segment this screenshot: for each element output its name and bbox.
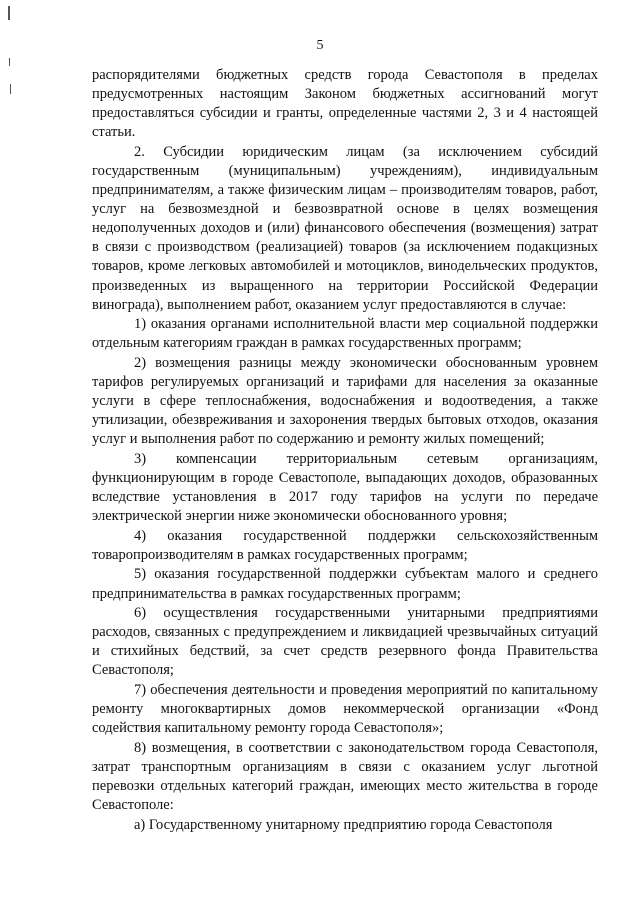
list-item-7: 7) обеспечения деятельности и проведения мероприятий по капитальному ремонту многоквартирных домов некоммерческой организации «Фонд содействия капитальному ремонту города Севастополя»; xyxy=(92,682,598,737)
list-item-1: 1) оказания органами исполнительной власти мер социальной поддержки отдельным категориям граждан в рамках государственных программ; xyxy=(92,316,598,352)
list-item-6: 6) осуществления государственными унитарными предприятиями расходов, связанных с предупреждением и ликвидацией чрезвычайных ситуаций и стихийных бедствий, за счет средств резервного фонда Правительства Севастополя; xyxy=(92,605,598,679)
list-item-3: 3) компенсации территориальным сетевым организациям, функционирующим в городе Севастополе, выпадающих доходов, образованных вследствие установления в 2017 году тарифов на услуги по передаче электрической энергии ниже экономически обоснованного уровня; xyxy=(92,450,598,525)
sub-item-a: а) Государственному унитарному предприятию города Севастополя xyxy=(134,816,553,833)
page-number: 5 xyxy=(316,38,324,53)
document-body xyxy=(92,66,598,835)
list-item-5: 5) оказания государственной поддержки субъектам малого и среднего предпринимательства в рамках государственных программ; xyxy=(92,566,598,602)
list-item-2: 2) возмещения разницы между экономически обоснованным уровнем тарифов регулируемых организаций и тарифами для населения за оказанные услуги в сфере теплоснабжения, водоснабжения и водоотведения, а также утилизации, обезвреживания и захоронения твердых бытовых отходов, оказания услуг и выполнения работ по содержанию и ремонту жилых помещений; xyxy=(92,354,598,448)
list-item-4: 4) оказания государственной поддержки сельскохозяйственным товаропроизводителям в рамках государственных программ; xyxy=(92,527,598,563)
paragraph-part-2: 2. Субсидии юридическим лицам (за исключением субсидий государственным (муниципальным) учреждениям), индивидуальным предпринимателям, а также физическим лицам – производителям товаров, работ, услуг на безвозмездной и безвозвратной основе в целях возмещения недополученных доходов и (или) финансового обеспечения (возмещения) затрат в связи с производством (реализацией) товаров (за исключением подакцизных товаров, кроме легковых автомобилей и мотоциклов, винодельческих продуктов, произведенных из выращенного на территории Российской Федерации винограда), выполнением работ, оказанием услуг предоставляются в случае: xyxy=(92,143,598,313)
paragraph-continuation: распорядителями бюджетных средств города Севастополя в пределах предусмотренных настоящим Законом бюджетных ассигнований могут предоставляться субсидии и гранты, определенные частями 2, 3 и 4 настоящей статьи. xyxy=(92,67,598,141)
list-item-8: 8) возмещения, в соответствии с законодательством города Севастополя, затрат транспортным организациям в связи с оказанием услуг льготной перевозки отдельных категорий граждан, имеющих место жительства в городе Севастополе: xyxy=(92,739,598,814)
